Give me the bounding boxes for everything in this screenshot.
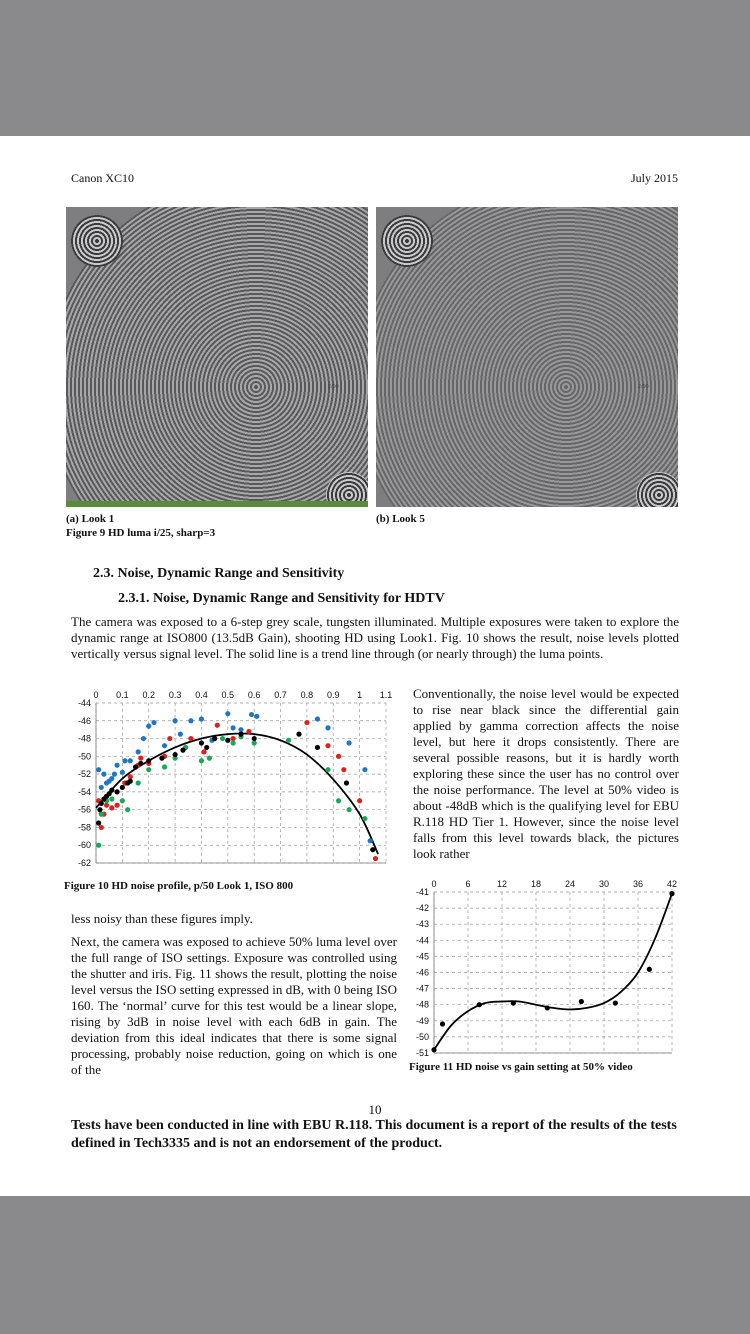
data-point-blue	[199, 716, 204, 721]
data-point-green	[252, 740, 257, 745]
x-tick-label: 18	[530, 879, 542, 889]
data-point-black	[238, 732, 243, 737]
data-point-green	[99, 812, 104, 817]
figure-9b-caption: (b) Look 5	[376, 513, 425, 525]
left-paragraph-1: less noisy than these figures imply.	[71, 911, 253, 926]
data-point-blue	[249, 712, 254, 717]
x-tick-label: 24	[564, 879, 576, 889]
data-point-black	[315, 745, 320, 750]
data-point-black	[431, 1047, 436, 1052]
y-tick-label: -41	[415, 887, 429, 897]
subsection-heading: 2.3.1. Noise, Dynamic Range and Sensitivity for HDTV	[118, 591, 445, 606]
data-point-green	[162, 764, 167, 769]
figure-10-caption: Figure 10 HD noise profile, p/50 Look 1, ISO 800	[64, 880, 294, 892]
data-point-blue	[120, 770, 125, 775]
y-tick-label: -56	[77, 804, 91, 815]
zone-plate-bottom-right	[636, 472, 678, 507]
data-point-green	[230, 740, 235, 745]
data-point-red	[99, 825, 104, 830]
x-tick-label: 0.1	[116, 690, 129, 700]
data-point-blue	[362, 767, 367, 772]
zone-plate-top-left	[381, 215, 433, 267]
data-point-black	[296, 732, 301, 737]
data-point-black	[477, 1002, 482, 1007]
data-point-red	[109, 805, 114, 810]
data-point-black	[146, 758, 151, 763]
x-tick-label: 30	[598, 879, 610, 889]
data-point-blue	[101, 772, 106, 777]
y-tick-label: -42	[415, 903, 429, 914]
data-point-black	[120, 785, 125, 790]
y-tick-label: -60	[77, 840, 91, 851]
data-point-blue	[346, 740, 351, 745]
y-tick-label: -58	[77, 822, 91, 833]
data-point-red	[373, 856, 378, 861]
x-tick-label: 12	[496, 879, 508, 889]
header-right: July 2015	[630, 171, 678, 185]
y-tick-label: -44	[415, 935, 429, 946]
data-point-green	[96, 843, 101, 848]
x-tick-label: 0.2	[142, 690, 155, 700]
data-point-green	[336, 798, 341, 803]
header-left: Canon XC10	[71, 171, 134, 185]
x-tick-label: 0.6	[247, 690, 261, 700]
data-point-green	[109, 796, 114, 801]
y-tick-label: -52	[77, 769, 91, 780]
data-point-black	[344, 780, 349, 785]
data-point-black	[199, 740, 204, 745]
y-tick-label: -49	[415, 1015, 429, 1026]
intro-paragraph: The camera was exposed to a 6-step grey scale, tungsten illuminated. Multiple exposures were taken to explore the dynamic range at ISO800 (13.5dB Gain), shooting HD using Look1. Fig. 10 shows the result, noise levels plotted vertically versus signal level. The solid line is a trend line through (or nearly through) the luma points.	[71, 614, 679, 661]
x-tick-label: 1.1	[379, 690, 393, 700]
data-point-black	[133, 764, 138, 769]
x-tick-label: 1	[357, 690, 363, 700]
y-tick-label: -46	[415, 967, 429, 978]
data-point-blue	[162, 743, 167, 748]
data-point-black	[96, 820, 101, 825]
data-point-red	[215, 723, 220, 728]
x-tick-label: 0	[431, 879, 437, 889]
trend-line	[434, 894, 672, 1050]
data-point-black	[545, 1005, 550, 1010]
y-tick-label: -47	[415, 983, 429, 994]
data-point-red	[304, 720, 309, 725]
figure-9a-image	[66, 207, 368, 507]
data-point-red	[357, 798, 362, 803]
data-point-red	[128, 774, 133, 779]
data-point-blue	[136, 749, 141, 754]
y-tick-label: -43	[415, 919, 429, 930]
data-point-red	[230, 736, 235, 741]
data-point-green	[136, 780, 141, 785]
y-tick-label: -44	[77, 698, 91, 708]
data-point-green	[199, 758, 204, 763]
y-tick-label: -48	[77, 733, 91, 744]
data-point-green	[120, 798, 125, 803]
y-tick-label: -50	[415, 1031, 429, 1042]
y-tick-label: -62	[77, 858, 91, 868]
data-point-red	[104, 803, 109, 808]
left-paragraph-2: Next, the camera was exposed to achieve 50% luma level over the full range of ISO settings. Exposure was controlled using the shutter and iris. Fig. 11 shows the result, plotting the noise level versus the ISO setting expressed in dB, with 0 being ISO 160. The ‘normal’ curve for this test would be a linear slope, rising by 3dB in noise level with each 6dB in gain. The deviation from this ideal indicates that there is some signal processing, probably noise reduction, going on which is one of the	[71, 934, 397, 1077]
data-point-green	[125, 807, 130, 812]
data-point-green	[346, 807, 351, 812]
data-point-blue	[96, 767, 101, 772]
data-point-black	[114, 789, 119, 794]
figure-9b-image	[376, 207, 678, 507]
y-tick-label: -45	[415, 951, 429, 962]
data-point-blue	[315, 716, 320, 721]
data-point-blue	[114, 763, 119, 768]
data-point-red	[114, 803, 119, 808]
data-point-black	[204, 745, 209, 750]
data-point-black	[159, 756, 164, 761]
data-point-black	[511, 1000, 516, 1005]
data-point-blue	[325, 725, 330, 730]
footer-disclaimer: Tests have been conducted in line with EBU R.118. This document is a report of the results of the tests defined in Tech3335 and is not an endorsement of the product.	[71, 1118, 677, 1151]
data-point-black	[99, 801, 104, 806]
page-number: 10	[368, 1102, 382, 1117]
data-point-red	[325, 743, 330, 748]
x-tick-label: 0.5	[221, 690, 235, 700]
data-point-blue	[112, 772, 117, 777]
x-tick-label: 0.4	[195, 690, 208, 700]
figure-11-chart	[404, 869, 682, 1061]
y-tick-label: -54	[77, 786, 91, 797]
data-point-blue	[109, 776, 114, 781]
data-point-green	[362, 816, 367, 821]
y-tick-label: -46	[77, 715, 91, 726]
y-tick-label: -48	[415, 999, 429, 1010]
data-point-red	[188, 736, 193, 741]
data-point-black	[128, 779, 133, 784]
data-point-red	[336, 754, 341, 759]
data-point-blue	[146, 724, 151, 729]
image-ground-strip	[66, 501, 368, 507]
section-heading: 2.3. Noise, Dynamic Range and Sensitivity	[93, 566, 345, 581]
data-point-green	[220, 736, 225, 741]
data-point-blue	[122, 758, 127, 763]
figure-11-caption: Figure 11 HD noise vs gain setting at 50% video	[409, 1061, 633, 1073]
data-point-blue	[238, 727, 243, 732]
data-point-black	[440, 1021, 445, 1026]
data-point-blue	[99, 785, 104, 790]
x-tick-label: 0.9	[327, 690, 340, 700]
data-point-black	[109, 788, 114, 793]
data-point-red	[341, 767, 346, 772]
data-point-blue	[225, 711, 230, 716]
data-point-black	[647, 967, 652, 972]
data-point-black	[579, 999, 584, 1004]
data-point-red	[138, 756, 143, 761]
x-tick-label: 0.3	[168, 690, 182, 700]
data-point-black	[180, 748, 185, 753]
x-tick-label: 6	[465, 879, 471, 889]
x-tick-label: 0.8	[300, 690, 314, 700]
y-tick-label: -51	[415, 1048, 429, 1058]
figure-9a-caption: (a) Look 1	[66, 513, 115, 525]
data-point-black	[669, 891, 674, 896]
data-point-green	[207, 756, 212, 761]
data-point-black	[138, 761, 143, 766]
data-point-green	[325, 767, 330, 772]
x-tick-label: 36	[632, 879, 644, 889]
data-point-black	[370, 847, 375, 852]
data-point-blue	[172, 718, 177, 723]
data-point-black	[97, 807, 102, 812]
data-point-blue	[188, 718, 193, 723]
x-tick-label: 0.7	[274, 690, 287, 700]
image-tag: 2/90	[638, 384, 649, 390]
data-point-red	[167, 736, 172, 741]
zone-plate-top-left	[71, 215, 123, 267]
data-point-green	[146, 767, 151, 772]
data-point-blue	[178, 732, 183, 737]
x-tick-label: 0	[93, 690, 99, 700]
data-point-blue	[141, 736, 146, 741]
data-point-red	[201, 749, 206, 754]
data-point-black	[252, 736, 257, 741]
data-point-blue	[128, 758, 133, 763]
data-point-black	[172, 752, 177, 757]
data-point-blue	[368, 838, 373, 843]
data-point-red	[246, 729, 251, 734]
document-page	[0, 136, 750, 1196]
data-point-black	[212, 736, 217, 741]
data-point-blue	[254, 714, 259, 719]
figure-9-caption: Figure 9 HD luma i/25, sharp=3	[66, 527, 216, 539]
figure-10-chart	[60, 685, 400, 875]
data-point-green	[286, 738, 291, 743]
data-point-black	[225, 738, 230, 743]
y-tick-label: -50	[77, 751, 91, 762]
x-tick-label: 42	[666, 879, 678, 889]
data-point-black	[613, 1000, 618, 1005]
right-column-paragraph: Conventionally, the noise level would be expected to rise near black since the differential gain applied by gamma correction affects the noise level, but here it drops consistently. There are several possible reasons, but it is hardly worth exploring these since the user has no control over the noise performance. The level at 50% video is about -48dB which is the qualifying level for EBU R.118 HD Tier 1. However, since the noise level falls from this level towards black, the pictures look rather	[413, 686, 679, 861]
image-tag: 2/90	[328, 384, 339, 390]
data-point-blue	[230, 725, 235, 730]
data-point-blue	[151, 720, 156, 725]
